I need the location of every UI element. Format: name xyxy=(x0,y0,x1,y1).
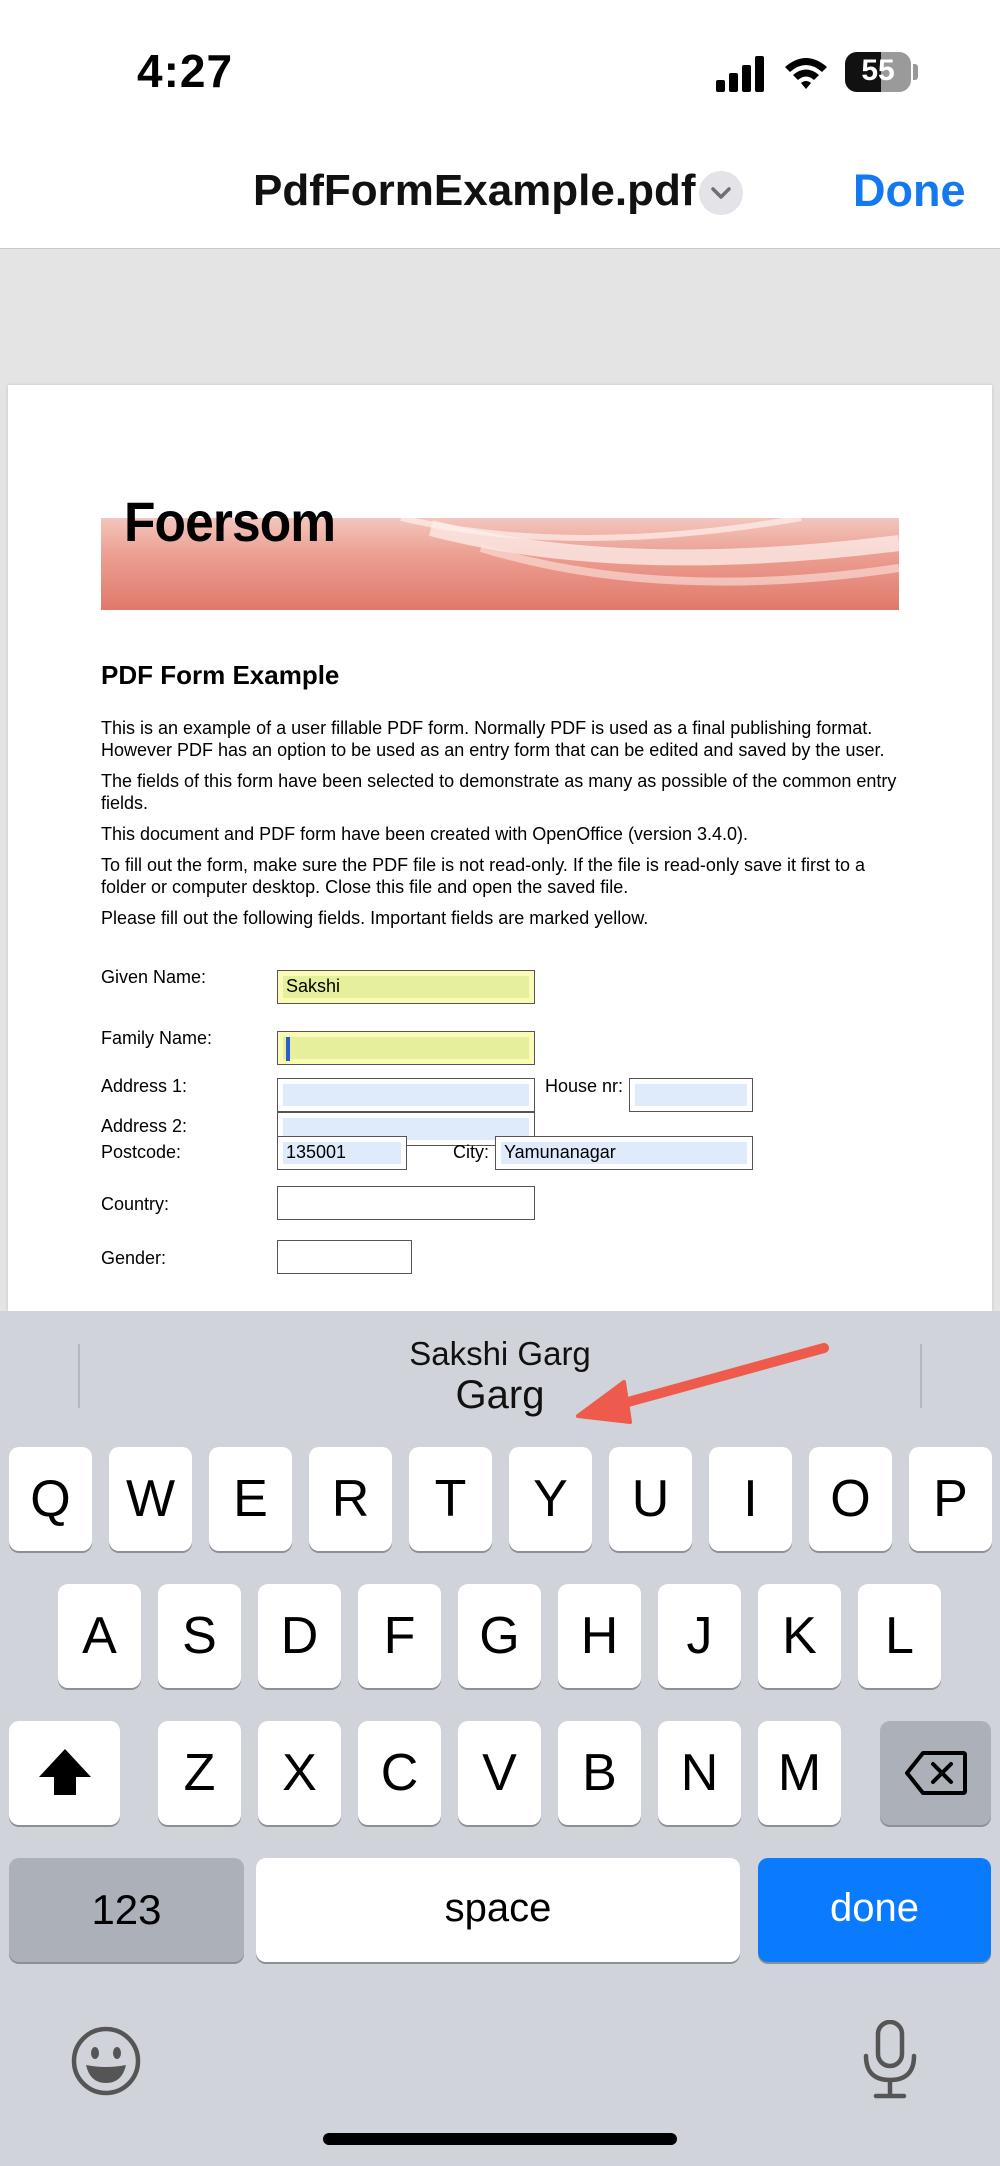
wifi-icon xyxy=(783,55,829,91)
signal-icon xyxy=(716,56,766,92)
key-p[interactable] xyxy=(909,1447,992,1551)
key-t[interactable] xyxy=(409,1447,492,1551)
home-indicator xyxy=(323,2133,677,2145)
key-label: Z xyxy=(183,1744,216,1802)
backspace-key[interactable] xyxy=(880,1721,991,1825)
done-button[interactable]: Done xyxy=(853,165,966,216)
key-z[interactable] xyxy=(158,1721,241,1825)
gender-label: Gender: xyxy=(101,1248,167,1268)
key-label: H xyxy=(580,1607,619,1665)
document-title[interactable]: PdfFormExample.pdf xyxy=(253,166,696,215)
key-r[interactable] xyxy=(309,1447,392,1551)
key-label: Q xyxy=(30,1470,71,1528)
intro-paragraph: This is an example of a user fillable PDF form. Normally PDF is used as a final publishing format. However PDF has an option to be used as an entry form that can be edited and saved by the user. xyxy=(101,718,885,760)
city-label: City: xyxy=(453,1142,489,1162)
key-label: C xyxy=(380,1744,419,1802)
space-key[interactable] xyxy=(256,1858,740,1962)
microphone-icon[interactable] xyxy=(862,2020,918,2100)
key-b[interactable] xyxy=(558,1721,641,1825)
key-label: S xyxy=(182,1607,217,1665)
family-name-label: Family Name: xyxy=(101,1028,213,1048)
autofill-suggestion-primary[interactable]: Garg xyxy=(455,1373,545,1417)
key-label: R xyxy=(331,1470,370,1528)
postcode-field[interactable] xyxy=(277,1136,407,1170)
key-label: U xyxy=(631,1470,670,1528)
key-label: E xyxy=(233,1470,268,1528)
key-w[interactable] xyxy=(109,1447,192,1551)
address1-label: Address 1: xyxy=(101,1076,188,1096)
key-i[interactable] xyxy=(709,1447,792,1551)
postcode-label: Postcode: xyxy=(101,1142,182,1162)
pdf-heading: PDF Form Example xyxy=(101,660,340,690)
key-l[interactable] xyxy=(858,1584,941,1688)
key-o[interactable] xyxy=(809,1447,892,1551)
key-label: V xyxy=(482,1744,517,1802)
city-field[interactable] xyxy=(495,1136,753,1170)
battery-nub xyxy=(913,64,918,80)
key-y[interactable] xyxy=(509,1447,592,1551)
key-label: T xyxy=(434,1470,467,1528)
clock: 4:27 xyxy=(137,45,234,97)
foersom-logo: Foersom xyxy=(124,490,336,553)
postcode-value: 135001 xyxy=(286,1142,347,1162)
family-name-field[interactable] xyxy=(277,1031,535,1065)
shift-icon xyxy=(35,1743,95,1803)
key-label: X xyxy=(282,1744,317,1802)
key-label: P xyxy=(933,1470,968,1528)
house-nr-field[interactable] xyxy=(629,1078,753,1112)
pdf-page xyxy=(8,385,992,1311)
done-key[interactable] xyxy=(758,1858,991,1962)
shift-key[interactable] xyxy=(9,1721,120,1825)
key-label: 123 xyxy=(91,1886,162,1933)
backspace-icon xyxy=(905,1750,967,1796)
key-a[interactable] xyxy=(58,1584,141,1688)
fields-paragraph: The fields of this form have been selected to demonstrate as many as possible of the common entry fields. xyxy=(101,771,897,813)
key-label: Y xyxy=(533,1470,568,1528)
instructions-paragraph: To fill out the form, make sure the PDF file is not read-only. If the file is read-only save it first to a folder or computer desktop. Close this file and open the saved file. xyxy=(101,855,865,897)
key-label: N xyxy=(680,1744,719,1802)
key-label: J xyxy=(686,1607,713,1665)
openoffice-paragraph: This document and PDF form have been created with OpenOffice (version 3.4.0). xyxy=(101,824,748,844)
nav-bar xyxy=(0,140,1000,249)
key-e[interactable] xyxy=(209,1447,292,1551)
key-label: D xyxy=(280,1607,319,1665)
key-label: G xyxy=(479,1607,520,1665)
key-f[interactable] xyxy=(358,1584,441,1688)
annotation-arrow-icon xyxy=(570,1330,830,1430)
emoji-icon[interactable] xyxy=(70,2025,142,2097)
document-viewer[interactable] xyxy=(0,249,1000,1311)
key-u[interactable] xyxy=(609,1447,692,1551)
address1-field[interactable] xyxy=(277,1078,535,1112)
given-name-label: Given Name: xyxy=(101,967,207,987)
numbers-key[interactable] xyxy=(9,1858,244,1962)
address2-label: Address 2: xyxy=(101,1116,188,1136)
gender-dropdown[interactable] xyxy=(277,1240,412,1274)
required-note-paragraph: Please fill out the following fields. Important fields are marked yellow. xyxy=(101,908,649,928)
country-label: Country: xyxy=(101,1194,170,1214)
key-j[interactable] xyxy=(658,1584,741,1688)
key-label: W xyxy=(125,1470,176,1528)
key-label: done xyxy=(830,1886,919,1930)
given-name-value: Sakshi xyxy=(286,976,341,996)
status-bar xyxy=(0,0,1000,140)
key-m[interactable] xyxy=(758,1721,841,1825)
chevron-down-icon[interactable] xyxy=(699,171,743,215)
key-label: B xyxy=(582,1744,617,1802)
house-nr-label: House nr: xyxy=(545,1076,624,1096)
key-v[interactable] xyxy=(458,1721,541,1825)
battery-icon xyxy=(845,52,911,92)
key-label: space xyxy=(444,1886,552,1930)
key-label: K xyxy=(782,1607,817,1665)
given-name-field[interactable] xyxy=(277,970,535,1004)
key-label: M xyxy=(777,1744,822,1802)
key-label: L xyxy=(885,1607,914,1665)
key-c[interactable] xyxy=(358,1721,441,1825)
key-s[interactable] xyxy=(158,1584,241,1688)
country-dropdown[interactable] xyxy=(277,1186,535,1220)
city-value: Yamunanagar xyxy=(504,1142,616,1162)
key-g[interactable] xyxy=(458,1584,541,1688)
key-k[interactable] xyxy=(758,1584,841,1688)
key-x[interactable] xyxy=(258,1721,341,1825)
key-label: A xyxy=(82,1607,117,1665)
key-label: I xyxy=(743,1470,758,1528)
key-d[interactable] xyxy=(258,1584,341,1688)
autofill-suggestion-secondary[interactable]: Sakshi Garg xyxy=(409,1335,591,1372)
text-cursor xyxy=(286,1037,290,1061)
key-n[interactable] xyxy=(658,1721,741,1825)
key-label: F xyxy=(383,1607,416,1665)
key-label: O xyxy=(830,1470,871,1528)
key-h[interactable] xyxy=(558,1584,641,1688)
battery-level: 55 xyxy=(861,54,895,87)
key-q[interactable] xyxy=(9,1447,92,1551)
